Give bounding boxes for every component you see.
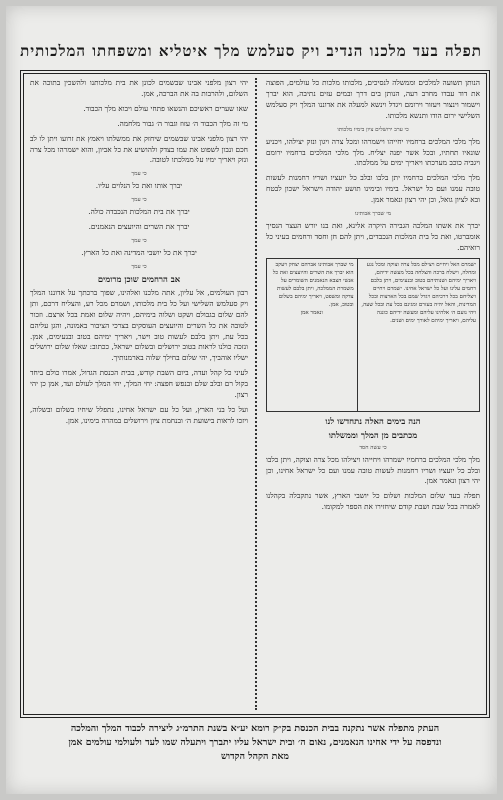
prayer-paragraph: מלך מלכי המלכים ברחמיו ישמרהו ויחייהו ויצילהו מכל צרה וצוקה, ויתן בלבו ובלב כל יועציו ושריו רחמנות לעשות טובה עמנו ועם כל ישראל אחינו, וכן יהי רצון ונאמר אמן. — [266, 454, 480, 486]
rubric-note: כי עשה חסד — [359, 444, 387, 451]
prayer-paragraph: מלך מלכי המלכים ברחמיו יתן בלבו ובלב כל יועציו ושריו רחמנות לעשות טובה עמנו ועם כל ישראל. בימיו ובימינו תושע יהודה וישראל ישכון לבטח ובא לציון גואל, וכן יהי רצון ונאמר אמן. — [266, 173, 480, 205]
prayer-paragraph: מלך מלכי המלכים ברחמיו יחייהו וישמרהו ומכל צרה ויגון ונזק יצילהו, ויכניע שונאיו תחתיו, ובכל אשר יפנה יצליח. מלך מלכי המלכים ברחמיו ירומם ויגביה כוכב מערכתו ויאריך ימים על ממלכתו. — [266, 136, 480, 168]
verse-line: מי זה מלך הכבוד ה׳ עזוז וגבור ה׳ גבור מלחמה. — [117, 118, 248, 128]
rubric-note: כי עמך — [131, 263, 147, 270]
prayer-paragraph: תפלה בעד שלום המלכות ושלום כל יושבי הארץ, אשר נתקבלה בקהלנו לאמרה בכל שבת ושבת קודם שיחזירו את הספר למקומו. — [266, 491, 480, 512]
text-frame — [20, 70, 490, 718]
rubric-note: כי עמך — [131, 197, 147, 204]
right-column — [266, 78, 480, 710]
inset-text-block — [267, 259, 357, 411]
footer-line: העתק מתפלה אשר נתקנה בבית הכנסת בק״ק רומא יע״א בשנת התרמ״ג ליצירה לכבוד המלך והמלכה — [70, 723, 440, 734]
verse-line: שאו שערים ראשיכם והנשאו פתחי עולם ויבוא מלך הכבוד. — [83, 103, 248, 113]
page — [6, 6, 497, 794]
prayer-paragraph: יברך את אשתו המלכה הגבירה היקרה אלינא, ואת בנו יורש העצר הנסיך אומברטו, ואת כל בית המלכות הנכבדים, ויתן להם חן וחסד ורחמים בעיני כל רואיהם. — [266, 221, 480, 252]
rubric-note: כי ערב ירושלים ציון בימיו מלכותו — [337, 126, 409, 133]
inset-signature: ונאמר אמן — [300, 310, 323, 317]
blessing-line: יברך את כל יושבי המדינה ואת כל הארץ. — [81, 248, 197, 258]
blessing-line: יברך את השרים והיועצים הנאמנים. — [88, 222, 190, 232]
footer-line: ונדפסה על ידי אחינו הנאמנים, נאום ה׳ ובית ישראל עליו יתברך ויתעלה שמו לעד ולעולמי עולמים אמן — [68, 737, 442, 748]
section-heading: אב הרחמים שוכן מרומים — [97, 273, 181, 284]
inset-text-block: ישמרם האל ויחיים ויצילם מכל צרה וצוקה ומכל נגע ומחלה, וישלח ברכה והצלחה בכל מעשה ידיהם, ויאריך ימיהם ושנותיהם בטוב ובנעימים, ויתן בלבם רחמים עלינו ועל כל ישראל אחינו. ישמרם ויחיים ויצליחם בכל דרכיהם ויגדל שמם בכל הארצות ובכל המדינות, והאל יהיה בעזרם ומגינם בכל עת ובכל שעה, ויהי נועם ה׳ אלהינו עליהם ומעשה ידיהם כוננה עליהם, ויאריך ימיהם לאורך ימים ושנים. — [357, 259, 479, 411]
section-subheading: מכתבים מן המלך וממשלתו — [328, 429, 418, 440]
footer-line: מאת הקהל הקדוש — [221, 751, 289, 762]
rubric-note: כי עמך — [131, 171, 147, 178]
footer-text — [20, 722, 490, 766]
prayer-intro: יהי רצון מלפני אבינו שבשמים לכונן את בית מלכותנו ולהשכין בתוכה את השלום, ולהרבות בה את הברכה, אמן. — [30, 78, 248, 98]
prayer-intro: הנותן תשועה למלכים וממשלה לנסיכים, מלכותו מלכות כל עולמים, הפוצה את דוד עבדו מחרב רעה, הנותן בים דרך ובמים עזים נתיבה, הוא יברך וישמור וינצור ויעזור וירומם ויגדל וינשא למעלה את אדוננו המלך ויק סעלמש השלישי ירום הודו ותנשא מלכותו. — [266, 78, 480, 120]
inset-box — [266, 258, 480, 412]
prayer-paragraph: ועל כל בני הארץ, ועל כל עם ישראל אחינו, נתפלל שיחיו בשלום ובשלוה, ויזכו לראות בישועת ה׳ ובנחמת ציון וירושלים במהרה בימינו, אמן. — [30, 404, 248, 425]
prayer-paragraph: יהי רצון מלפני אבינו שבשמים שיחזק את ממשלתו ויאמץ את זרועו ויתן לו לב חכם ונבון לשפוט את עמו בצדק ולהושיע את כל אביון, והוא ישמרהו מכל צרה ונזק ויאריך ימיו על ממלכתו לטובה. — [30, 133, 248, 165]
inset-text: מי שברך אבותינו אברהם יצחק ויעקב הוא יברך את השרים והיועצים ואת כל אנשי הצבא הנאמנים השומרים על משמרת הממלכה, ויתן בלבם לעשות צדקה ומשפט, ויאריך ימיהם בשלום ובטוב, אמן. — [272, 261, 354, 309]
section-heading: הנה בימים האלה נתחדשו לנו — [325, 415, 421, 426]
left-column — [30, 78, 248, 710]
prayer-paragraph: רבון העולמים, אל עליון, אתה מלכנו ואלהינו, שפוך ברכתך על אדוננו המלך ויק סעלמש השלישי ועל כל בית מלכותו, ושמרם מכל רע, והצליח דרכם, ותן להם שלום בגבולם ושקט ושלוה בימיהם, ויהיה שלום ואמת בכל ארצם. וזכור לטובה את כל השרים והיועצים העוסקים בצרכי הציבור באמונה, והגן עליהם בכל עת, ויתן בלבם לעשות טוב וישר, ויאריך ימיהם בטוב ובנעימים, אמן. ונזכה כולנו לראות בטוב ירושלים ובשלום ישראל, ככתוב: שאלו שלום ירושלים ישליו אוהביך, יהי שלום בחילך שלוה בארמנותיך. — [30, 287, 248, 363]
page-title: תפלה בעד מלכנו הנדיב ויק סעלמש מלך איטליא ומשפחתו המלכותית — [20, 42, 482, 60]
rubric-note: מי שברך אבותינו — [354, 211, 392, 218]
rubric-note: כי עמך — [131, 238, 147, 245]
blessing-line: יברך אותו ואת כל הנלוים עליו. — [95, 181, 183, 191]
prayer-paragraph: לעיני כל קהל ועדה, ביום השבת קודש, בבית הכנסת הגדול, אמרו כולם ביחד בקול רם ובלב שלם ובנפש חפצה: יחי המלך, יחי המלך לעולם ועד, אמן כן יהי רצון. — [30, 368, 248, 400]
column-divider — [255, 78, 257, 710]
blessing-line: יברך את בית המלכות הנכבדה כולה. — [88, 207, 190, 217]
